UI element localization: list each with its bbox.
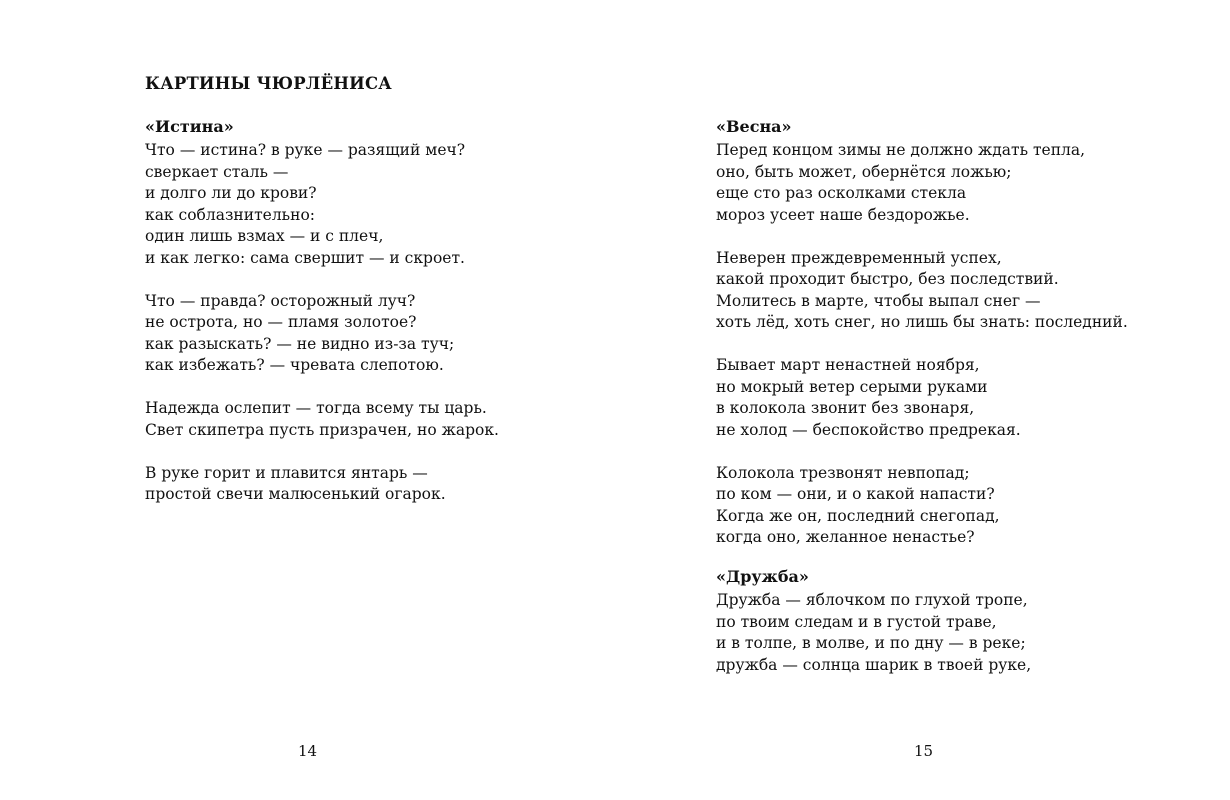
poem-line: Колокола трезвонят невпопад; bbox=[716, 463, 970, 482]
poem-body bbox=[716, 590, 1031, 676]
poem-line: Неверен преждевременный успех, bbox=[716, 248, 1002, 267]
poem-line: Что — правда? осторожный луч? bbox=[145, 291, 416, 310]
poem-body bbox=[716, 140, 1128, 549]
poem-line: Надежда ослепит — тогда всему ты царь. bbox=[145, 399, 487, 417]
poem-druzhba bbox=[716, 566, 1031, 676]
page-number: 15 bbox=[914, 742, 934, 760]
poem-line: Дружба — яблочком по глухой тропе, bbox=[716, 591, 1028, 609]
poem-line: не холод — беспокойство предрекая. bbox=[716, 420, 1021, 439]
poem-line: по твоим следам и в густой траве, bbox=[716, 612, 997, 631]
poem-line: как соблазнительно: bbox=[145, 205, 316, 224]
poem-line: В руке горит и плавится янтарь — bbox=[145, 463, 428, 482]
section-title: КАРТИНЫ ЧЮРЛЁНИСА bbox=[145, 74, 392, 93]
poem-body bbox=[145, 140, 499, 506]
stanza-break bbox=[145, 269, 499, 291]
poem-line: простой свечи малюсенький огарок. bbox=[145, 485, 446, 503]
stanza-break bbox=[145, 441, 499, 463]
poem-line: в колокола звонит без звонаря, bbox=[716, 399, 975, 417]
poem-vesna bbox=[716, 116, 1128, 549]
poem-line: как разыскать? — не видно из-за туч; bbox=[145, 334, 455, 353]
poem-istina bbox=[145, 116, 499, 506]
poem-title: «Весна» bbox=[716, 117, 792, 136]
poem-line: но мокрый ветер серыми руками bbox=[716, 377, 988, 396]
poem-line: хоть лёд, хоть снег, но лишь бы знать: последний. bbox=[716, 313, 1128, 331]
page-number: 14 bbox=[298, 742, 318, 760]
poem-line: мороз усеет наше бездорожье. bbox=[716, 205, 970, 224]
poem-line: и долго ли до крови? bbox=[145, 184, 317, 202]
poem-line: не острота, но — пламя золотое? bbox=[145, 313, 417, 331]
poem-line: и в толпе, в молве, и по дну — в реке; bbox=[716, 634, 1026, 652]
stanza-break bbox=[716, 441, 1128, 463]
stanza-break bbox=[716, 226, 1128, 248]
stanza-break bbox=[145, 377, 499, 399]
poem-line: один лишь взмах — и с плеч, bbox=[145, 227, 384, 245]
poem-line: Перед концом зимы не должно ждать тепла, bbox=[716, 141, 1086, 159]
poem-line: Свет скипетра пусть призрачен, но жарок. bbox=[145, 420, 499, 439]
poem-line: Бывает март ненастней ноября, bbox=[716, 356, 980, 374]
poem-line: Молитесь в марте, чтобы выпал снег — bbox=[716, 291, 1041, 310]
poem-line: Когда же он, последний снегопад, bbox=[716, 506, 1000, 525]
stanza-break bbox=[716, 334, 1128, 356]
poem-line: оно, быть может, обернётся ложью; bbox=[716, 162, 1012, 181]
right-page bbox=[615, 0, 1230, 800]
poem-line: как избежать? — чревата слепотою. bbox=[145, 356, 444, 374]
poem-line: Что — истина? в руке — разящий меч? bbox=[145, 141, 466, 159]
poem-line: когда оно, желанное ненастье? bbox=[716, 528, 975, 546]
poem-line: дружба — солнца шарик в твоей руке, bbox=[716, 655, 1032, 674]
poem-line: по ком — они, и о какой напасти? bbox=[716, 485, 995, 503]
poem-line: и как легко: сама свершит — и скроет. bbox=[145, 248, 465, 267]
poem-line: сверкает сталь — bbox=[145, 162, 289, 181]
poem-line: еще сто раз осколками стекла bbox=[716, 184, 967, 202]
poem-title: «Истина» bbox=[145, 117, 234, 136]
poem-title: «Дружба» bbox=[716, 567, 809, 586]
poem-line: какой проходит быстро, без последствий. bbox=[716, 270, 1059, 288]
